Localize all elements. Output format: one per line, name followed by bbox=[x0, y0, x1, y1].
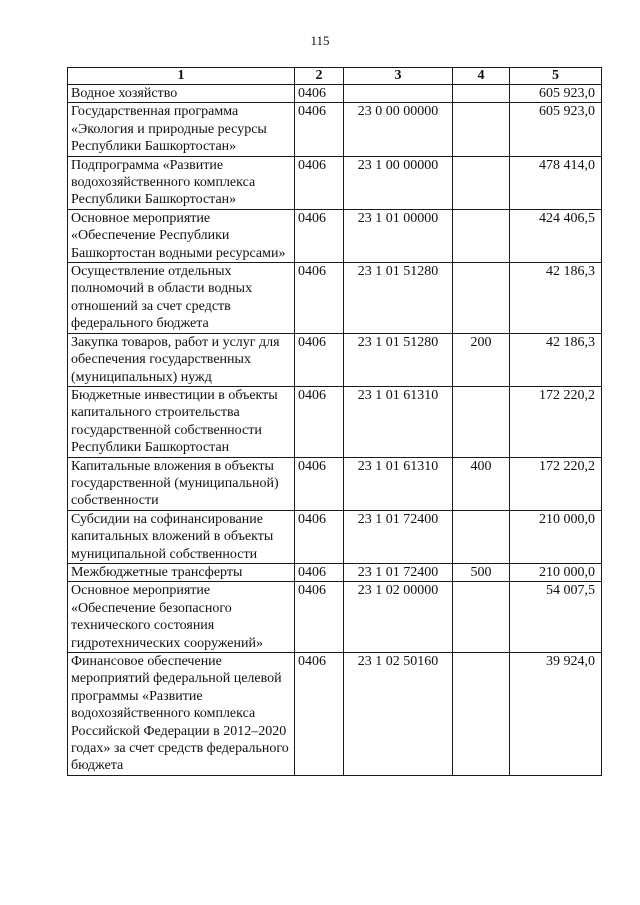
cell-csr: 23 1 01 72400 bbox=[344, 510, 453, 563]
cell-vr bbox=[453, 85, 510, 103]
cell-vr bbox=[453, 386, 510, 457]
cell-name: Финансовое обеспечение мероприятий федеральной целевой программы «Развитие водохозяйственного комплекса Российской Федерации в 2012–2020 годах» за счет средств федерального бюджета bbox=[68, 653, 295, 776]
cell-rzpr: 0406 bbox=[295, 582, 344, 653]
cell-vr: 200 bbox=[453, 333, 510, 386]
cell-sum: 39 924,0 bbox=[510, 653, 602, 776]
cell-sum: 172 220,2 bbox=[510, 386, 602, 457]
cell-rzpr: 0406 bbox=[295, 510, 344, 563]
cell-rzpr: 0406 bbox=[295, 457, 344, 510]
table-row bbox=[68, 85, 602, 103]
cell-csr: 23 1 01 61310 bbox=[344, 457, 453, 510]
cell-csr: 23 1 01 72400 bbox=[344, 563, 453, 581]
cell-csr: 23 1 02 00000 bbox=[344, 582, 453, 653]
cell-name: Закупка товаров, работ и услуг для обеспечения государственных (муниципальных) нужд bbox=[68, 333, 295, 386]
cell-csr: 23 0 00 00000 bbox=[344, 103, 453, 156]
cell-name: Основное мероприятие «Обеспечение безопасного технического состояния гидротехнических сооружений» bbox=[68, 582, 295, 653]
cell-rzpr: 0406 bbox=[295, 156, 344, 209]
table-row bbox=[68, 582, 602, 653]
cell-rzpr: 0406 bbox=[295, 333, 344, 386]
cell-name: Осуществление отдельных полномочий в области водных отношений за счет средств федерального бюджета bbox=[68, 263, 295, 334]
table-row bbox=[68, 653, 602, 776]
cell-sum: 42 186,3 bbox=[510, 333, 602, 386]
cell-sum: 478 414,0 bbox=[510, 156, 602, 209]
cell-rzpr: 0406 bbox=[295, 563, 344, 581]
table-body bbox=[68, 85, 602, 776]
header-col-vr: 4 bbox=[453, 68, 510, 85]
header-col-csr: 3 bbox=[344, 68, 453, 85]
cell-vr bbox=[453, 653, 510, 776]
cell-csr: 23 1 01 51280 bbox=[344, 263, 453, 334]
cell-rzpr: 0406 bbox=[295, 209, 344, 262]
cell-name: Подпрограмма «Развитие водохозяйственного комплекса Республики Башкортостан» bbox=[68, 156, 295, 209]
table-row bbox=[68, 333, 602, 386]
cell-name: Межбюджетные трансферты bbox=[68, 563, 295, 581]
table-row bbox=[68, 263, 602, 334]
cell-vr: 400 bbox=[453, 457, 510, 510]
cell-vr bbox=[453, 510, 510, 563]
cell-vr: 500 bbox=[453, 563, 510, 581]
budget-table bbox=[67, 67, 602, 776]
cell-sum: 210 000,0 bbox=[510, 510, 602, 563]
cell-vr bbox=[453, 156, 510, 209]
cell-vr bbox=[453, 103, 510, 156]
header-row bbox=[68, 68, 602, 85]
table-row bbox=[68, 209, 602, 262]
cell-name: Государственная программа «Экология и природные ресурсы Республики Башкортостан» bbox=[68, 103, 295, 156]
header-col-name: 1 bbox=[68, 68, 295, 85]
cell-sum: 54 007,5 bbox=[510, 582, 602, 653]
header-col-rzpr: 2 bbox=[295, 68, 344, 85]
cell-rzpr: 0406 bbox=[295, 653, 344, 776]
cell-vr bbox=[453, 209, 510, 262]
cell-sum: 605 923,0 bbox=[510, 103, 602, 156]
cell-rzpr: 0406 bbox=[295, 85, 344, 103]
cell-name: Основное мероприятие «Обеспечение Республики Башкортостан водными ресурсами» bbox=[68, 209, 295, 262]
cell-vr bbox=[453, 263, 510, 334]
cell-rzpr: 0406 bbox=[295, 103, 344, 156]
header-col-sum: 5 bbox=[510, 68, 602, 85]
cell-name: Бюджетные инвестиции в объекты капитального строительства государственной собственности Республики Башкортостан bbox=[68, 386, 295, 457]
cell-sum: 210 000,0 bbox=[510, 563, 602, 581]
cell-csr: 23 1 00 00000 bbox=[344, 156, 453, 209]
cell-csr: 23 1 01 61310 bbox=[344, 386, 453, 457]
cell-sum: 605 923,0 bbox=[510, 85, 602, 103]
cell-rzpr: 0406 bbox=[295, 386, 344, 457]
page-number: 115 bbox=[310, 33, 330, 48]
cell-csr: 23 1 02 50160 bbox=[344, 653, 453, 776]
cell-rzpr: 0406 bbox=[295, 263, 344, 334]
cell-name: Водное хозяйство bbox=[68, 85, 295, 103]
table-row bbox=[68, 156, 602, 209]
table-row bbox=[68, 457, 602, 510]
table-row bbox=[68, 563, 602, 581]
cell-csr bbox=[344, 85, 453, 103]
cell-name: Субсидии на софинансирование капитальных вложений в объекты муниципальной собственности bbox=[68, 510, 295, 563]
cell-csr: 23 1 01 51280 bbox=[344, 333, 453, 386]
cell-sum: 172 220,2 bbox=[510, 457, 602, 510]
cell-csr: 23 1 01 00000 bbox=[344, 209, 453, 262]
cell-sum: 42 186,3 bbox=[510, 263, 602, 334]
cell-vr bbox=[453, 582, 510, 653]
cell-name: Капитальные вложения в объекты государственной (муниципальной) собственности bbox=[68, 457, 295, 510]
cell-sum: 424 406,5 bbox=[510, 209, 602, 262]
table-row bbox=[68, 386, 602, 457]
table-row bbox=[68, 103, 602, 156]
table-row bbox=[68, 510, 602, 563]
